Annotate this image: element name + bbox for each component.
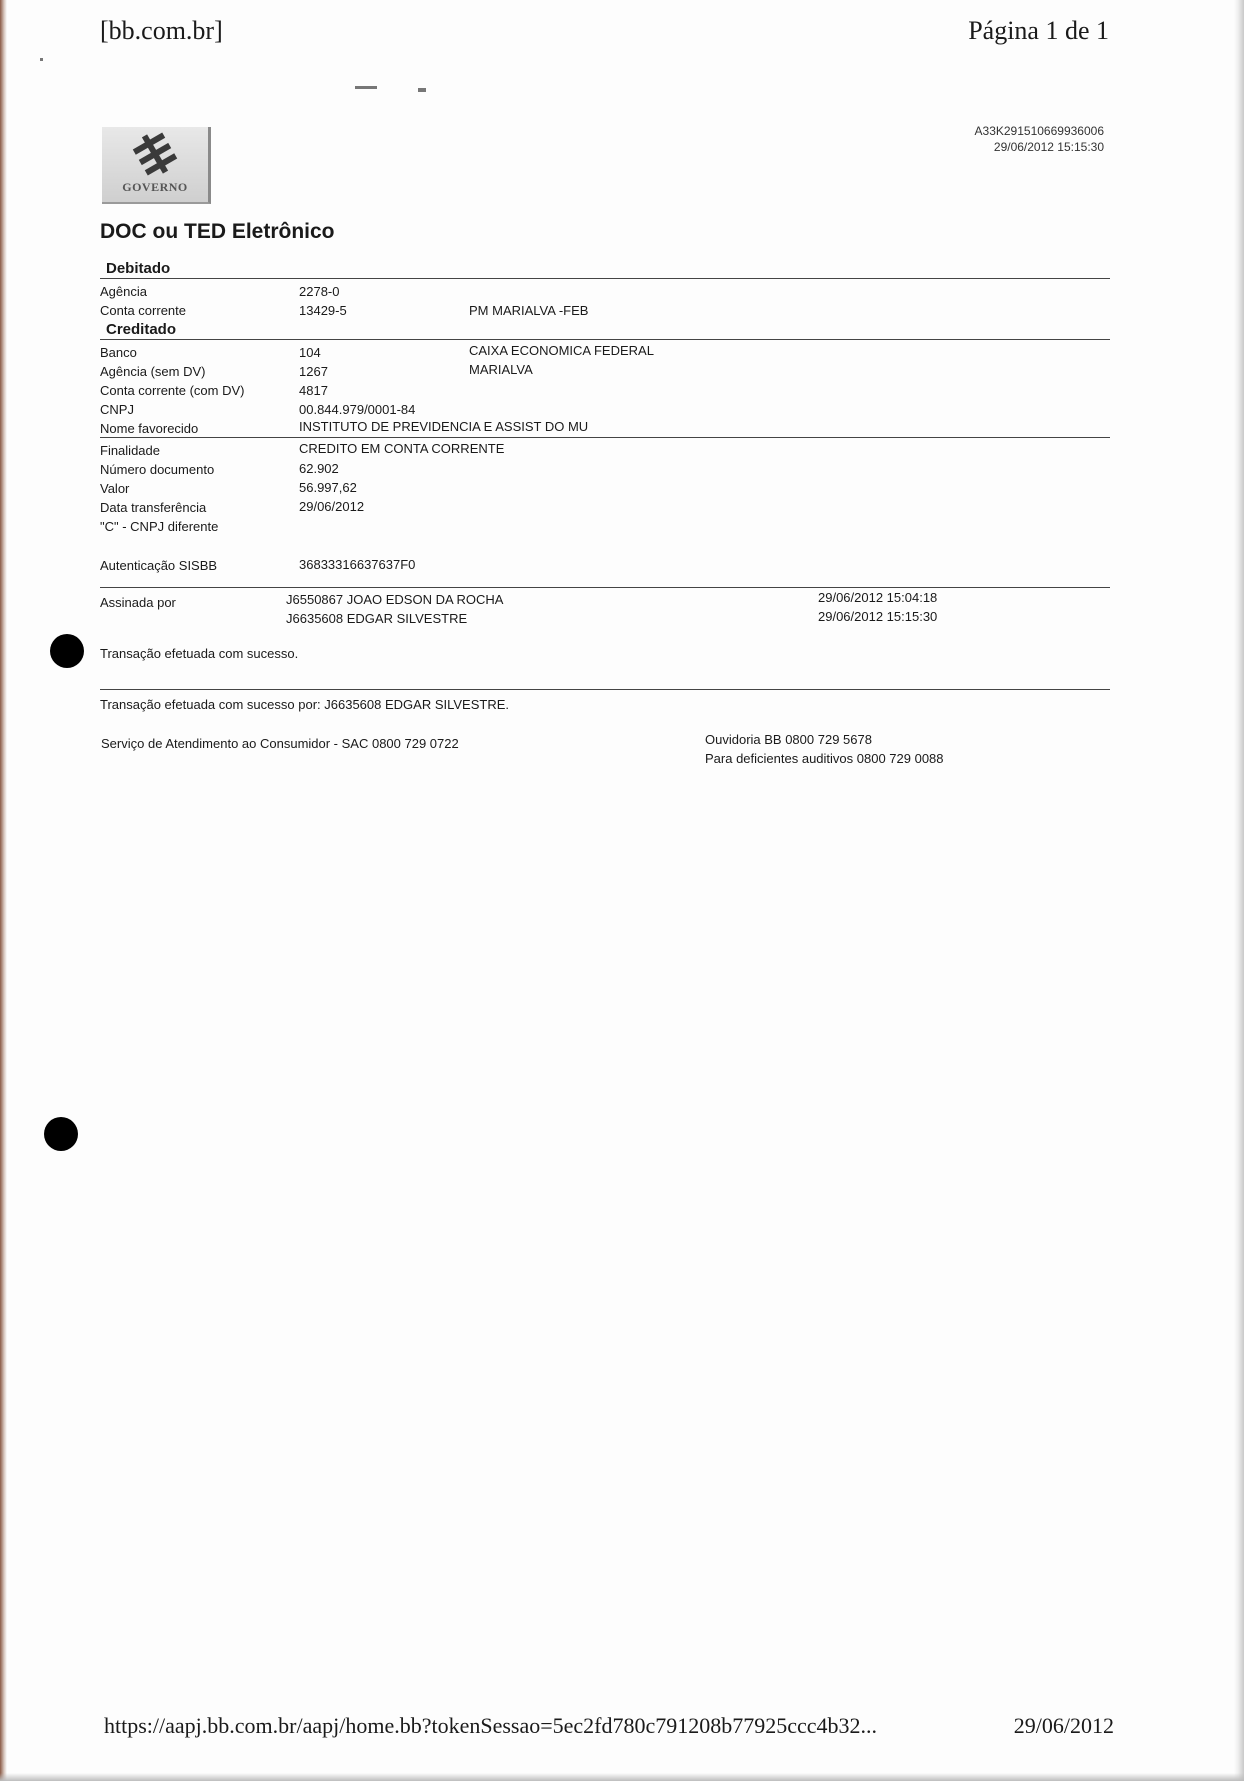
- signer-datetime: 29/06/2012 15:15:30: [818, 609, 938, 624]
- scan-edge-left: [0, 0, 7, 1781]
- print-footer-url: https://aapj.bb.com.br/aapj/home.bb?tokenSessao=5ec2fd780c791208b77925ccc4b32...: [104, 1713, 878, 1738]
- scan-speck: [418, 88, 426, 92]
- autenticacao-label: Autenticação SISBB: [100, 558, 218, 573]
- punch-hole-top: [50, 634, 84, 668]
- debitado-conta-nome: PM MARIALVA -FEB: [469, 303, 589, 318]
- page-title: DOC ou TED Eletrônico: [100, 220, 335, 243]
- creditado-conta-value: 4817: [299, 383, 328, 398]
- section-creditado: Creditado: [106, 321, 177, 338]
- documento-label: Número documento: [100, 462, 215, 477]
- cnpj-diferente-label: "C" - CNPJ diferente: [100, 519, 219, 534]
- scan-edge-bottom: [0, 1773, 1244, 1781]
- creditado-agencia-value: 1267: [299, 364, 328, 379]
- debitado-agencia-value: 2278-0: [299, 284, 340, 299]
- logo-text: GOVERNO: [122, 180, 188, 194]
- print-footer-date: 29/06/2012: [1013, 1713, 1114, 1738]
- scan-speck: [355, 86, 377, 89]
- divider: [100, 339, 1110, 340]
- divider: [100, 689, 1110, 690]
- creditado-conta-label: Conta corrente (com DV): [100, 383, 245, 398]
- bb-logo-icon: [130, 131, 180, 177]
- punch-hole-bottom: [44, 1117, 78, 1151]
- status-por-message: Transação efetuada com sucesso por: J6635608 EDGAR SILVESTRE.: [100, 697, 509, 712]
- creditado-banco-value: 104: [299, 345, 321, 360]
- finalidade-label: Finalidade: [100, 443, 160, 458]
- section-debitado: Debitado: [106, 260, 171, 277]
- data-transferencia-value: 29/06/2012: [299, 499, 365, 514]
- divider: [100, 278, 1110, 279]
- status-message: Transação efetuada com sucesso.: [100, 646, 299, 661]
- deficientes-info: Para deficientes auditivos 0800 729 0088: [705, 751, 944, 766]
- print-header-page: Página 1 de 1: [968, 16, 1109, 45]
- finalidade-value: CREDITO EM CONTA CORRENTE: [299, 441, 505, 456]
- sac-info: Serviço de Atendimento ao Consumidor - SAC 0800 729 0722: [101, 736, 459, 751]
- creditado-cnpj-value: 00.844.979/0001-84: [299, 402, 416, 417]
- valor-label: Valor: [100, 481, 130, 496]
- receipt-timestamp: 29/06/2012 15:15:30: [993, 140, 1104, 154]
- assinada-por-label: Assinada por: [100, 595, 176, 610]
- debitado-conta-value: 13429-5: [299, 303, 347, 318]
- receipt-id: [975, 123, 1104, 155]
- creditado-banco-label: Banco: [100, 345, 137, 360]
- creditado-banco-nome: CAIXA ECONOMICA FEDERAL: [469, 343, 654, 358]
- data-transferencia-label: Data transferência: [100, 500, 207, 515]
- creditado-agencia-label: Agência (sem DV): [100, 364, 206, 379]
- autenticacao-value: 36833316637637F0: [299, 557, 416, 572]
- creditado-agencia-nome: MARIALVA: [469, 362, 533, 377]
- valor-value: 56.997,62: [299, 480, 357, 495]
- creditado-cnpj-label: CNPJ: [100, 402, 134, 417]
- documento-value: 62.902: [299, 461, 339, 476]
- ouvidoria-info: Ouvidoria BB 0800 729 5678: [705, 732, 872, 747]
- scan-speck: [40, 58, 43, 61]
- debitado-conta-label: Conta corrente: [100, 303, 186, 318]
- signer-datetime: 29/06/2012 15:04:18: [818, 590, 938, 605]
- creditado-favorecido-value: INSTITUTO DE PREVIDENCIA E ASSIST DO MU: [299, 419, 589, 434]
- signer-name: J6550867 JOAO EDSON DA ROCHA: [286, 592, 504, 607]
- creditado-favorecido-label: Nome favorecido: [100, 421, 199, 436]
- scan-edge-right: [1234, 0, 1244, 1781]
- receipt-code: A33K291510669936006: [974, 124, 1104, 138]
- divider: [100, 587, 1110, 588]
- signer-name: J6635608 EDGAR SILVESTRE: [286, 611, 468, 626]
- divider: [100, 437, 1110, 438]
- bb-governo-logo: [102, 127, 211, 204]
- print-header-site: [bb.com.br]: [100, 16, 223, 45]
- debitado-agencia-label: Agência: [100, 284, 147, 299]
